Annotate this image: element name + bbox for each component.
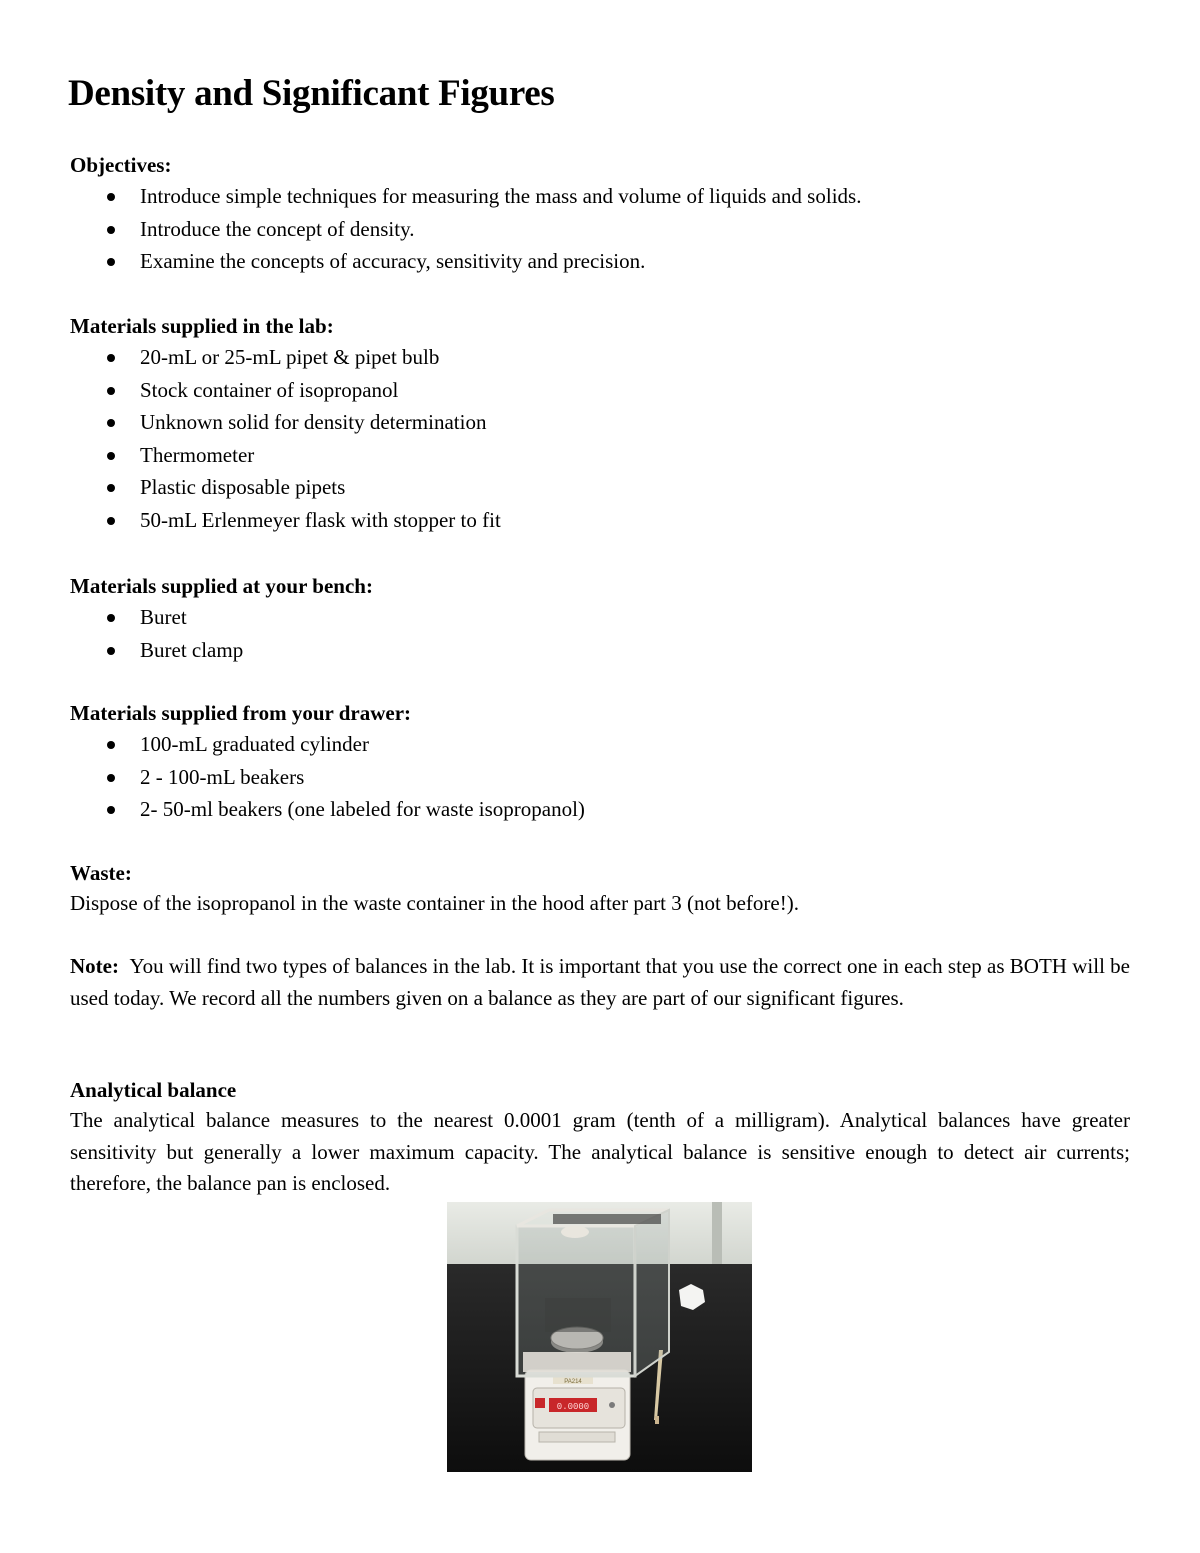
balance-illustration [447,1202,752,1472]
list-item: Thermometer [70,439,1130,472]
list-item: Buret [70,601,1130,634]
bullet-icon [107,452,115,460]
svg-text:PA214: PA214 [564,1379,582,1385]
list-item: 2 - 100-mL beakers [70,761,1130,794]
list-item: 100-mL graduated cylinder [70,728,1130,761]
bullet-icon [107,484,115,492]
note-text: You will find two types of balances in the lab. It is important that you use the correct one in each step as BOTH will be used today. We record all the numbers given on a balance as they are part of our significant figures. [70,954,1131,1010]
objectives-list [70,180,1130,278]
waste-section [70,858,1130,920]
list-item: Introduce the concept of density. [70,213,1130,246]
list-item: 2- 50-ml beakers (one labeled for waste isopropanol) [70,793,1130,826]
bullet-icon [107,354,115,362]
materials-drawer-heading: Materials supplied from your drawer: [70,701,412,725]
materials-lab-list [70,341,1130,536]
list-item: 50-mL Erlenmeyer flask with stopper to fit [70,504,1130,537]
bullet-icon [107,258,115,266]
objectives-section [70,150,1130,278]
materials-drawer-list [70,728,1130,826]
materials-lab-heading: Materials supplied in the lab: [70,314,334,338]
analytical-balance-photo [447,1202,752,1472]
svg-text:0.0000: 0.0000 [556,1402,590,1412]
note-section [70,951,1130,1014]
objectives-heading: Objectives: [70,153,172,177]
waste-heading: Waste: [70,861,132,885]
bullet-icon [107,226,115,234]
bullet-icon [107,193,115,201]
analytical-text: The analytical balance measures to the nearest 0.0001 gram (tenth of a milligram). Analytical balances have greater sensitivity but generally a lower maximum capacity. The analytical balance is sensitive enough to detect air currents; therefore, the balance pan is enclosed. [70,1108,1130,1195]
bullet-icon [107,517,115,525]
bullet-icon [107,614,115,622]
list-item: Introduce simple techniques for measuring the mass and volume of liquids and solids. [70,180,1130,213]
list-item: Unknown solid for density determination [70,406,1130,439]
bullet-icon [107,387,115,395]
bullet-icon [107,806,115,814]
list-item: Buret clamp [70,634,1130,667]
materials-bench-heading: Materials supplied at your bench: [70,574,373,598]
list-item: Stock container of isopropanol [70,374,1130,407]
bullet-icon [107,774,115,782]
note-label: Note: [70,954,119,978]
materials-bench-section [70,571,1130,666]
bullet-icon [107,419,115,427]
materials-bench-list [70,601,1130,666]
document-title: Density and Significant Figures [68,73,555,114]
bullet-icon [107,647,115,655]
materials-lab-section [70,311,1130,536]
materials-drawer-section [70,698,1130,826]
list-item: Examine the concepts of accuracy, sensitivity and precision. [70,245,1130,278]
analytical-section [70,1075,1130,1200]
bullet-icon [107,741,115,749]
note-paragraph [70,951,1130,1014]
list-item: Plastic disposable pipets [70,471,1130,504]
analytical-heading: Analytical balance [70,1078,237,1102]
list-item: 20-mL or 25-mL pipet & pipet bulb [70,341,1130,374]
waste-text: Dispose of the isopropanol in the waste container in the hood after part 3 (not before!). [70,891,799,915]
